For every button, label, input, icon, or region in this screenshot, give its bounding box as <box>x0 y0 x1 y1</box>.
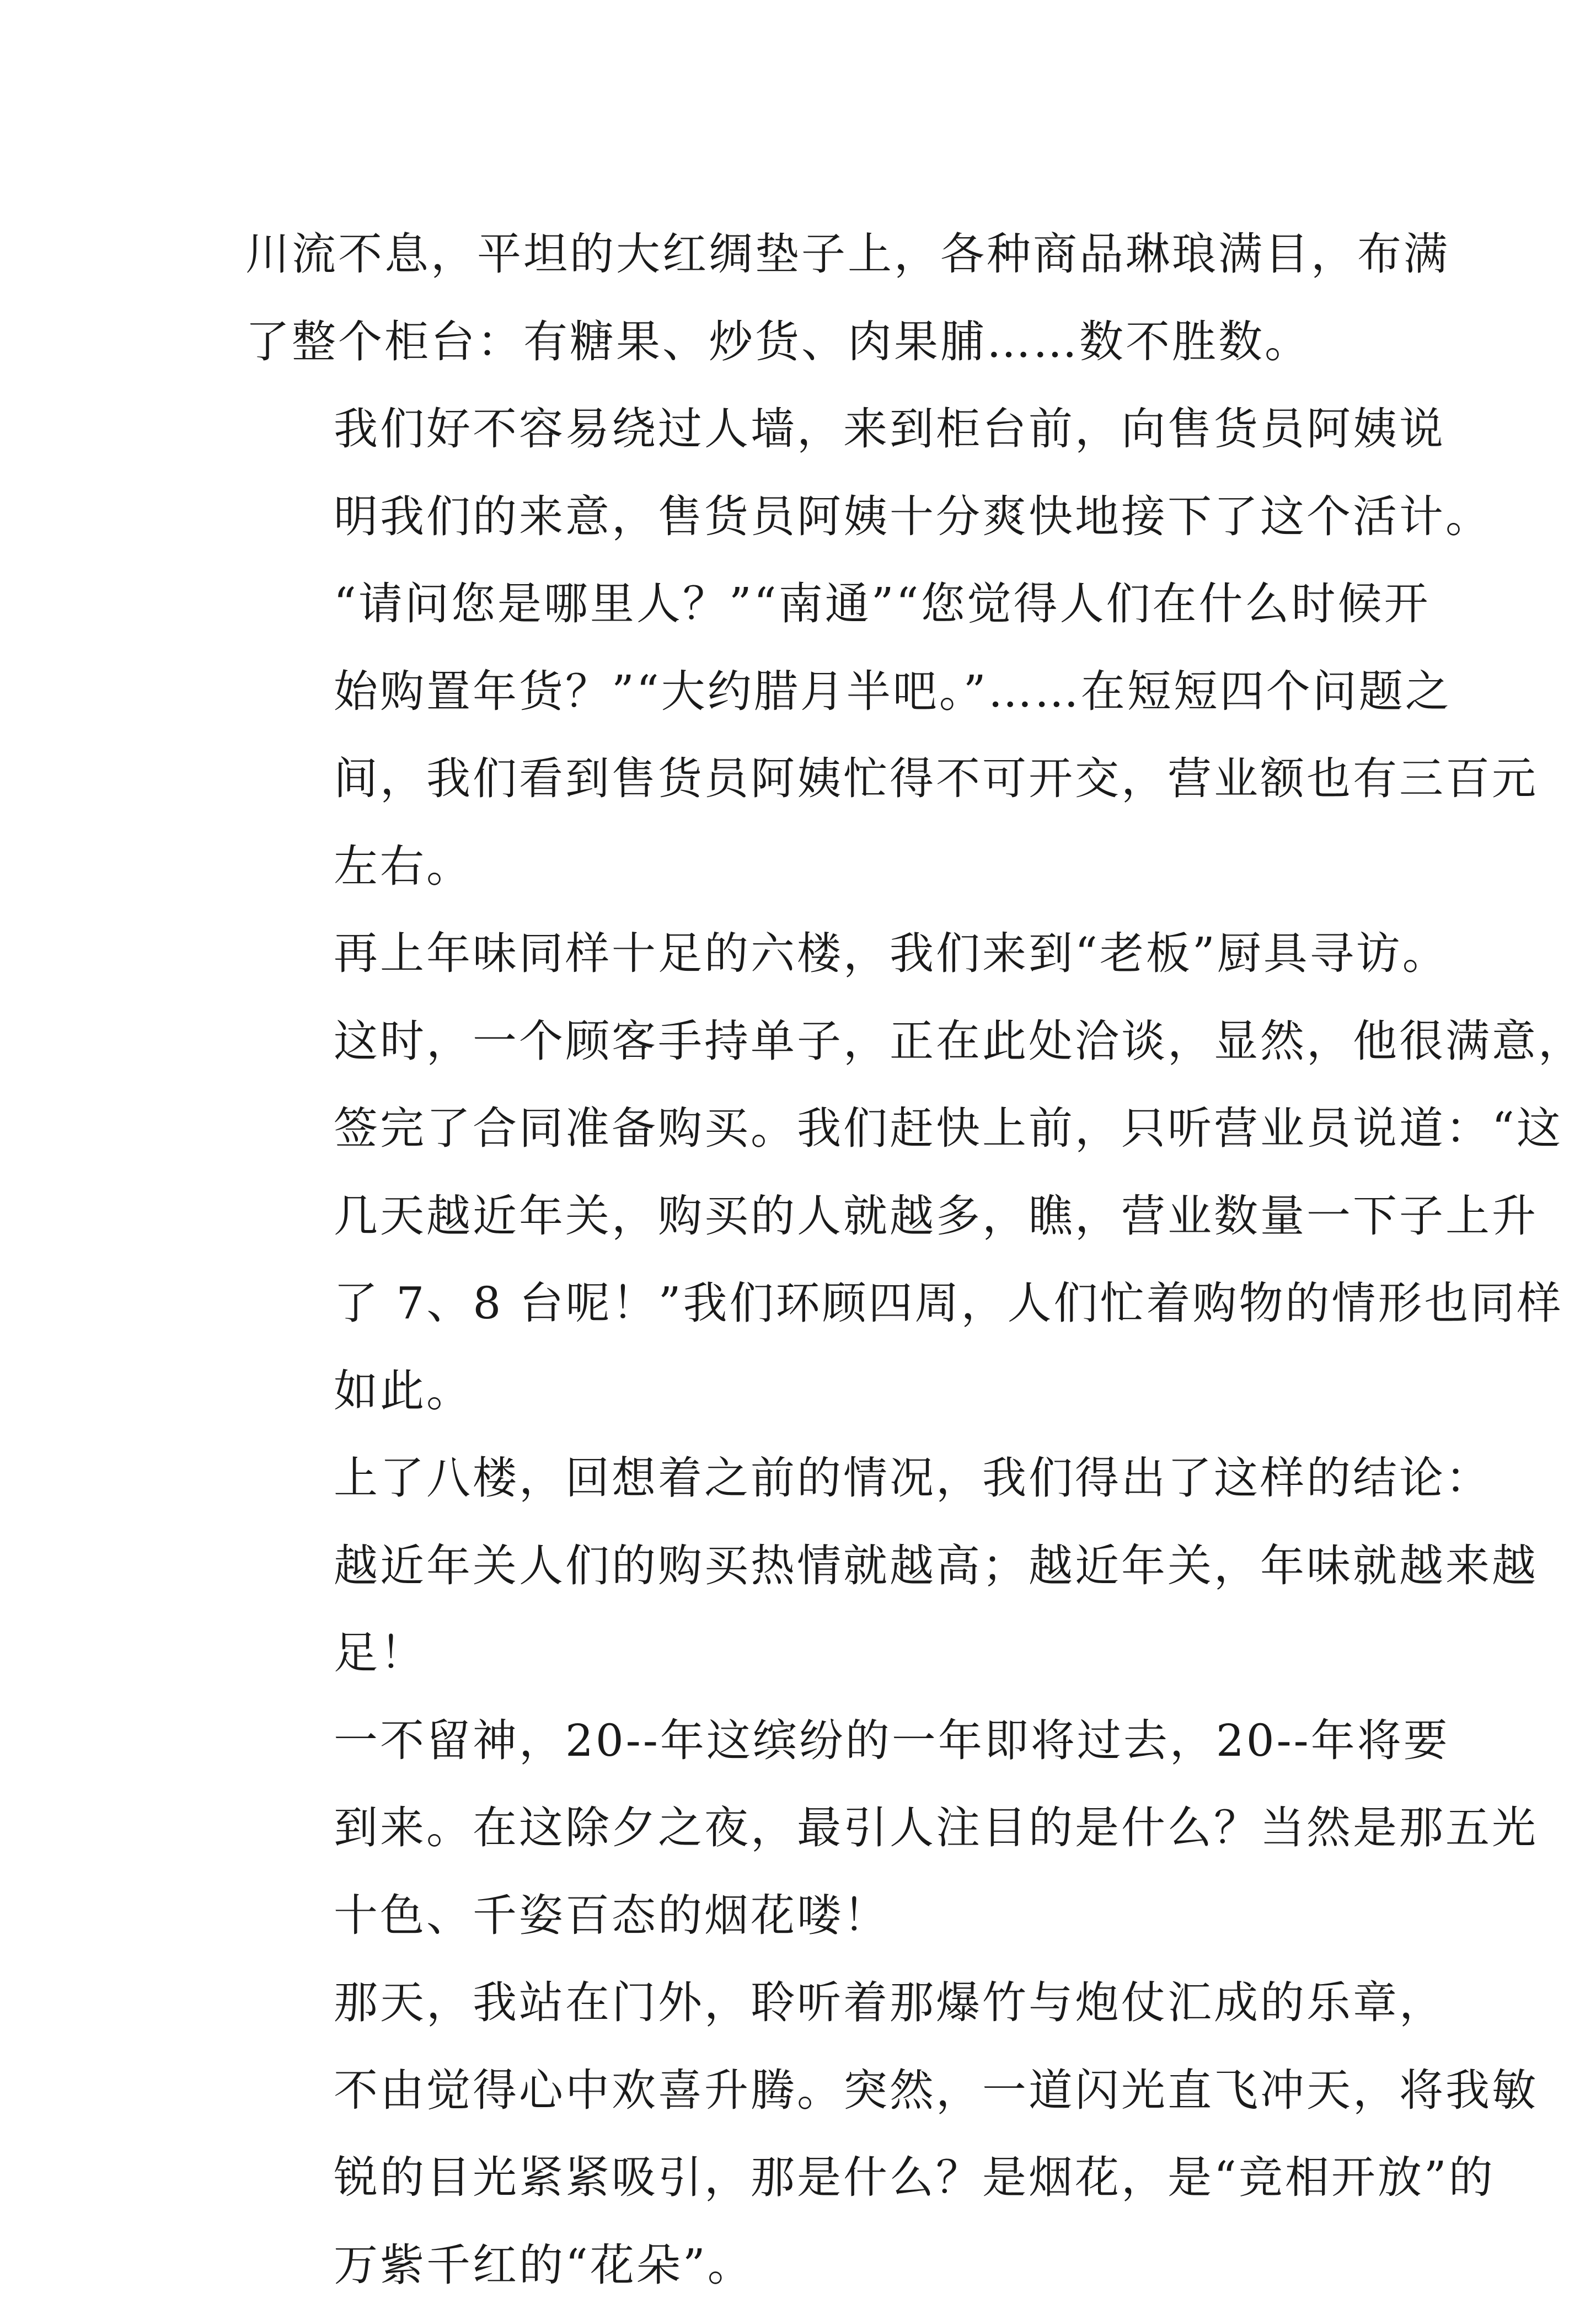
text-line: 几天越近年关，购买的人就越多，瞧，营业数量一下子上升 <box>245 1173 1370 1260</box>
document-body <box>245 211 1370 2309</box>
text-line: 明我们的来意，售货员阿姨十分爽快地接下了这个活计。 <box>245 473 1370 561</box>
paragraph <box>245 1959 1370 2309</box>
text-line: 左右。 <box>245 823 1370 911</box>
text-line: 始购置年货？”“大约腊月半吧。”……在短短四个问题之 <box>245 648 1370 736</box>
text-line: 锐的目光紧紧吸引，那是什么？是烟花，是“竞相开放”的 <box>245 2134 1370 2222</box>
text-line: 那天，我站在门外，聆听着那爆竹与炮仗汇成的乐章， <box>245 1959 1370 2047</box>
text-line: 一不留神，20--年这缤纷的一年即将过去，20--年将要 <box>245 1697 1370 1785</box>
paragraph <box>245 211 1370 386</box>
paragraph <box>245 910 1370 1435</box>
text-line: 这时，一个顾客手持单子，正在此处洽谈，显然，他很满意， <box>245 998 1370 1086</box>
paragraph <box>245 1435 1370 1697</box>
text-line: 到来。在这除夕之夜，最引人注目的是什么？当然是那五光 <box>245 1784 1370 1872</box>
text-line: 如此。 <box>245 1348 1370 1435</box>
text-line: 足！ <box>245 1610 1370 1697</box>
text-line: “请问您是哪里人？”“南通”“您觉得人们在什么时候开 <box>245 560 1370 648</box>
text-line: 了 7、8 台呢！”我们环顾四周，人们忙着购物的情形也同样 <box>245 1260 1370 1348</box>
text-line: 签完了合同准备购买。我们赶快上前，只听营业员说道：“这 <box>245 1085 1370 1173</box>
text-line: 了整个柜台：有糖果、炒货、肉果脯……数不胜数。 <box>245 298 1370 386</box>
text-line: 十色、千姿百态的烟花喽！ <box>245 1872 1370 1960</box>
paragraph <box>245 1697 1370 1960</box>
text-line: 越近年关人们的购买热情就越高；越近年关，年味就越来越 <box>245 1522 1370 1610</box>
text-line: 我们好不容易绕过人墙，来到柜台前，向售货员阿姨说 <box>245 386 1370 473</box>
paragraph <box>245 386 1370 910</box>
text-line: 上了八楼，回想着之前的情况，我们得出了这样的结论： <box>245 1435 1370 1522</box>
text-line: 不由觉得心中欢喜升腾。突然，一道闪光直飞冲天，将我敏 <box>245 2047 1370 2135</box>
text-line: 川流不息，平坦的大红绸垫子上，各种商品琳琅满目，布满 <box>245 211 1370 298</box>
text-line: 再上年味同样十足的六楼，我们来到“老板”厨具寻访。 <box>245 910 1370 998</box>
text-line: 间，我们看到售货员阿姨忙得不可开交，营业额也有三百元 <box>245 735 1370 823</box>
text-line: 万紫千红的“花朵”。 <box>245 2222 1370 2309</box>
